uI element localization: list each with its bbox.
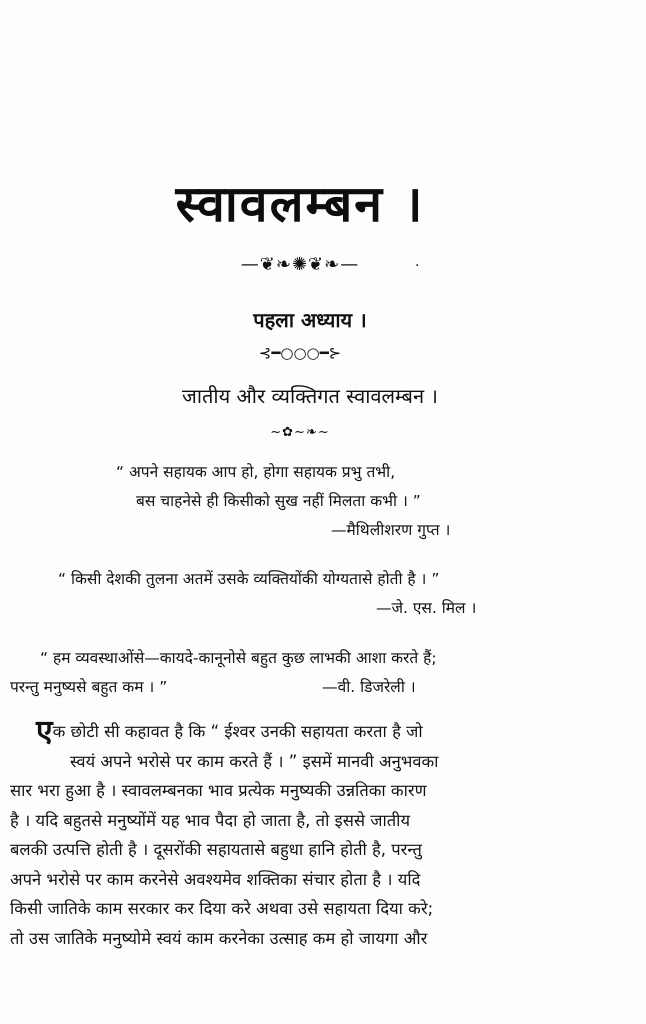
- body-paragraph: [10, 714, 610, 953]
- middle-ornament-divider: ⊰━○○○━⊱: [258, 344, 342, 362]
- body-line: तो उस जातिके मनुष्योमे स्वयं काम करनेका उत्साह कम हो जायगा और: [10, 928, 428, 948]
- body-line: सार भरा हुआ है । स्वावलम्बनका भाव प्रत्येक मनुष्यकी उन्नतिका कारण: [10, 781, 427, 800]
- section-heading: जातीय और व्यक्तिगत स्वावलम्बन ।: [181, 384, 439, 408]
- epigraph-quote-2: [58, 565, 476, 623]
- bottom-ornament-divider: ~✿~❧~: [270, 425, 330, 440]
- quote-attribution: —वी. डिजरेली ।: [322, 678, 416, 696]
- quote-attribution: —मैथिलीशरण गुप्त ।: [331, 521, 451, 539]
- quote-line: “ हम व्यवस्थाओंसे—कायदे-कानूनोसे बहुत कुछ लाभकी आशा करते हैं;: [40, 649, 437, 667]
- body-line: स्वयं अपने भरोसे पर काम करते हैं । ” इसमें मानवी अनुभवका: [70, 751, 439, 771]
- body-line: बलकी उत्पत्ति होती है । दूसरोंकी सहायतासे बहुधा हानि होती है, परन्तु: [10, 840, 422, 859]
- epigraph-quote-1: [116, 458, 450, 545]
- epigraph-quote-3: [10, 644, 437, 702]
- body-line: किसी जातिके काम सरकार कर दिया करे अथवा उसे सहायता दिया करे;: [10, 899, 434, 918]
- drop-cap: ए: [36, 714, 53, 749]
- quote-attribution: —जे. एस. मिल ।: [376, 599, 477, 617]
- body-line: है । यदि बहुतसे मनुष्योंमें यह भाव पैदा हो जाता है, तो इससे जातीय: [10, 810, 411, 830]
- quote-line: बस चाहनेसे ही किसीको सुख नहीं मिलता कभी । ”: [136, 492, 421, 510]
- stray-dot: ·: [415, 258, 420, 274]
- quote-line: “ अपने सहायक आप हो, होगा सहायक प्रभु तभी,: [116, 463, 396, 481]
- page-title: स्वावलम्बन ।: [175, 175, 425, 233]
- quote-line: परन्तु मनुष्यसे बहुत कम । ”: [10, 678, 168, 696]
- body-line: अपने भरोसे पर काम करनेसे अवश्यमेव शक्तिका संचार होता है । यदि: [10, 869, 421, 889]
- quote-line: “ किसी देशकी तुलना अतमें उसके व्यक्तियोंकी योग्यतासे होती है । ”: [58, 570, 440, 588]
- body-line: एक छोटी सी कहावत है कि “ ईश्वर उनकी सहायता करता है जो: [36, 714, 423, 749]
- top-ornament-divider: —❦❧✺❦❧—: [240, 254, 360, 275]
- chapter-heading: पहला अध्याय ।: [253, 308, 367, 332]
